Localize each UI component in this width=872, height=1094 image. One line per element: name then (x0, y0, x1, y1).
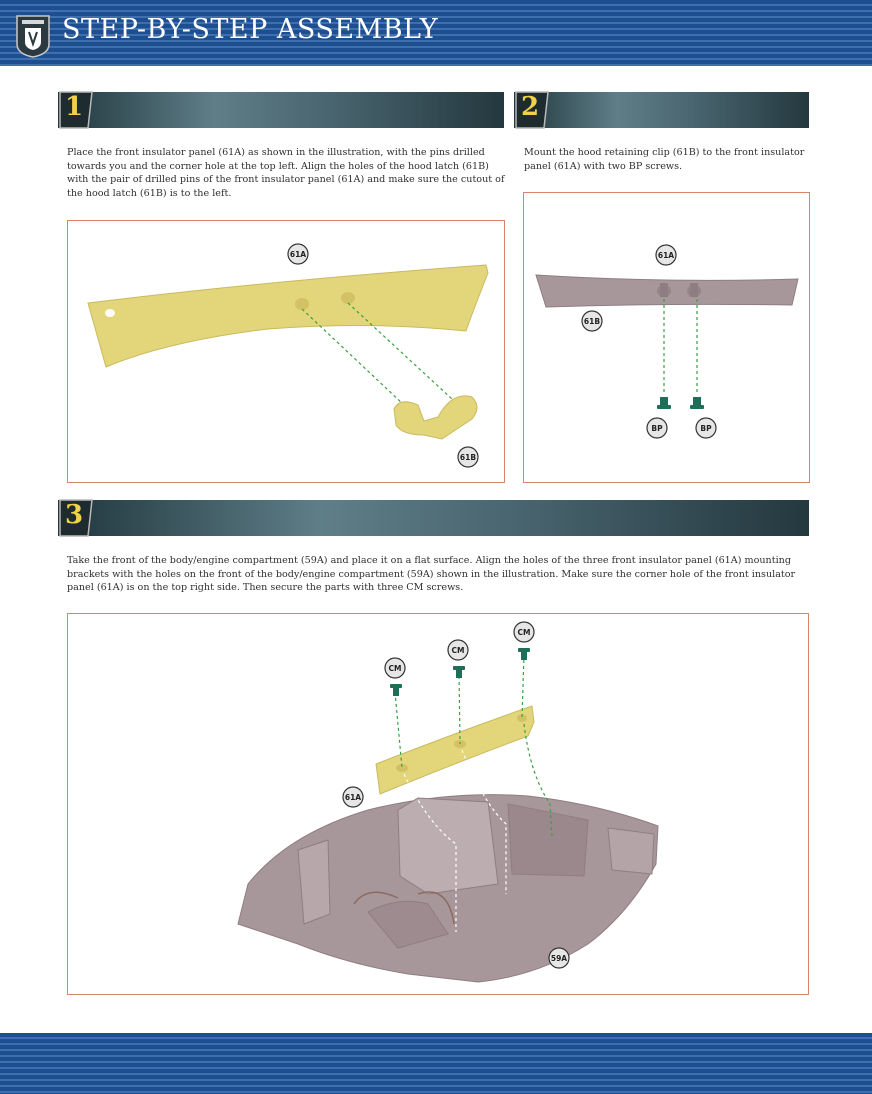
label-cm-2: CM (451, 646, 465, 655)
step-3-number: 3 (64, 500, 84, 530)
brand-badge-icon (14, 14, 52, 58)
step-3-text: Take the front of the body/engine compartment (59A) and place it on a flat surface. Align the holes of the three front insulator panel (61A) mounting brackets with the holes on the front of the body/engine compartment (59A) shown in the illustration. Make sure the corner hole of the front insulator panel (61A) is on the top right side. Then secure the parts with three CM screws. (67, 555, 796, 594)
label-61a: 61A (289, 250, 307, 259)
step-1-illustration-panel (67, 220, 505, 483)
bp-screw-icon (657, 397, 671, 409)
label-61b: 61B (459, 453, 477, 462)
part-61b-shape (394, 396, 477, 439)
label-bp-2: BP (700, 424, 712, 433)
cm-screw-icon (518, 648, 530, 660)
label-61a: 61A (344, 793, 362, 802)
label-61b: 61B (583, 317, 601, 326)
label-bp-1: BP (651, 424, 663, 433)
label-61a: 61A (657, 251, 675, 260)
step-2-text: Mount the hood retaining clip (61B) to the front insulator panel (61A) with two BP screws. (524, 147, 805, 172)
cm-screw-icon (453, 666, 465, 678)
cm-screw-icon (390, 684, 402, 696)
label-cm-1: CM (388, 664, 402, 673)
step-2-number-badge (514, 90, 550, 130)
part-61a-shape (376, 706, 534, 794)
step-3-bar (58, 500, 809, 536)
step-1-number-badge (58, 90, 94, 130)
footer-band (0, 1033, 872, 1094)
step-1-bar (58, 92, 504, 128)
step-3-illustration-panel (67, 613, 809, 995)
bp-screw-icon (690, 397, 704, 409)
step-3-number-badge (58, 498, 94, 538)
page-title: STEP-BY-STEP ASSEMBLY (62, 14, 439, 45)
part-61a-shape (88, 265, 488, 367)
part-59a-shape (238, 795, 658, 982)
step-2-bar (514, 92, 809, 128)
label-cm-3: CM (517, 628, 531, 637)
header-band (0, 0, 872, 66)
step-2-illustration-panel (523, 192, 810, 483)
step-1-number: 1 (64, 92, 84, 122)
step-1-text: Place the front insulator panel (61A) as shown in the illustration, with the pins drilled towards you and the corner hole at the top left. Align the holes of the hood latch (61B) with the pair of drilled pins of the front insulator panel (61A) and make sure the cutout of the hood latch (61B) is to the left. (67, 147, 505, 199)
step-2-number: 2 (520, 92, 540, 122)
label-59a: 59A (550, 954, 568, 963)
